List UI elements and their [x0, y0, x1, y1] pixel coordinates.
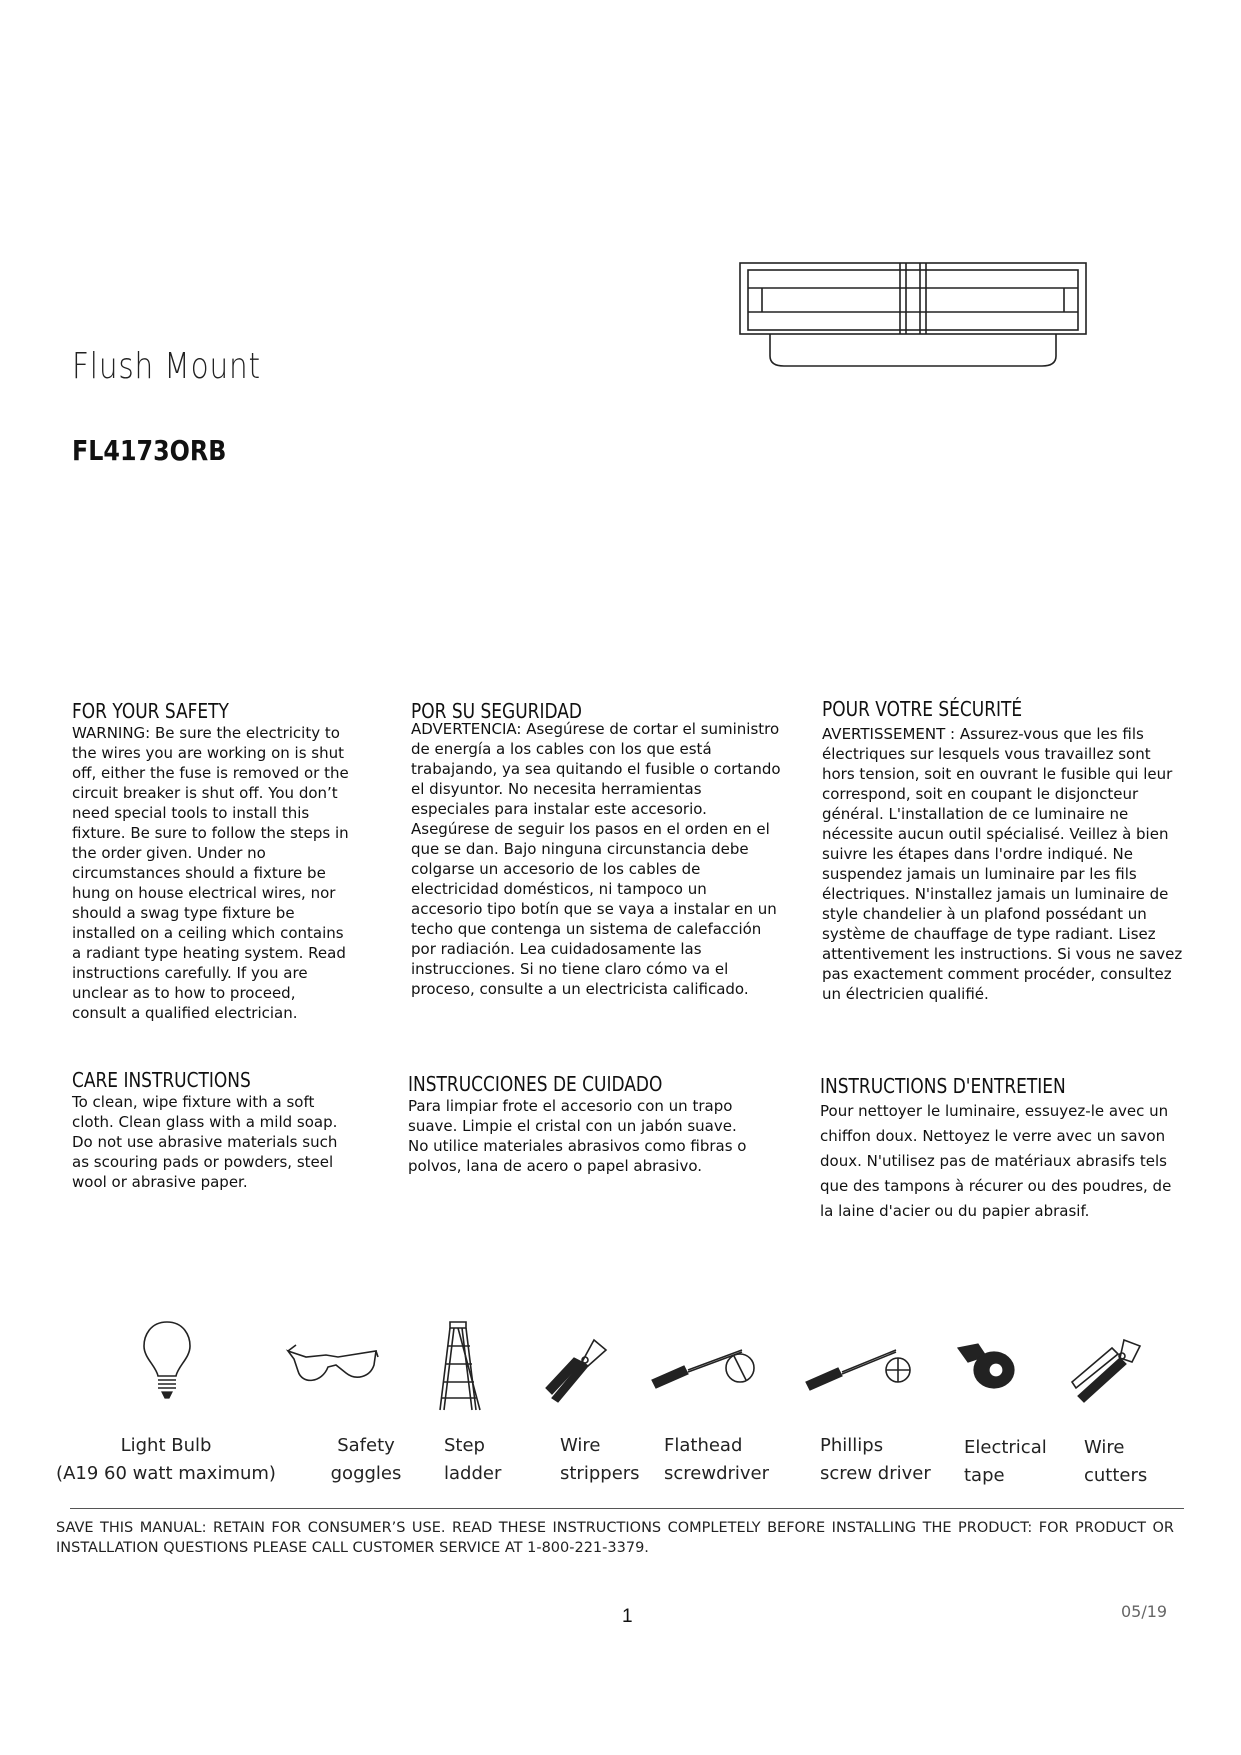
tool-label-phillips-screwdriver [820, 1432, 931, 1488]
tool-label-step-ladder [444, 1432, 501, 1488]
safety-heading-fr: POUR VOTRE SÉCURITÉ [822, 697, 1023, 721]
tool-label-line1: Wire [560, 1435, 601, 1456]
tool-label-line2: (A19 60 watt maximum) [56, 1463, 276, 1484]
footer-notice: SAVE THIS MANUAL: RETAIN FOR CONSUMER’S USE. READ THESE INSTRUCTIONS COMPLETELY BEFORE INSTALLING THE PRODUCT: FOR PRODUCT OR INSTALLATION QUESTIONS PLEASE CALL CUSTOMER SERVICE AT 1-800-221-3379. [56, 1520, 1174, 1556]
tool-label-line1: Wire [1084, 1437, 1125, 1458]
wire-strippers-icon [544, 1336, 610, 1404]
tool-label-line2: ladder [444, 1463, 502, 1484]
tool-label-line1: Electrical [964, 1437, 1047, 1458]
tool-label-line2: tape [964, 1465, 1005, 1486]
wire-cutters-icon [1070, 1336, 1146, 1406]
tool-label-electrical-tape [964, 1434, 1047, 1490]
page-number: 1 [622, 1606, 633, 1627]
care-heading-fr: INSTRUCTIONS D'ENTRETIEN [820, 1074, 1066, 1098]
tool-label-line1: Phillips [820, 1435, 884, 1456]
safety-body-fr: AVERTISSEMENT : Assurez-vous que les fils électriques sur lesquels vous travaillez sont hors tension, soit en ouvrant le fusible qui leur correspond, soit en coupant le disjoncteur général. L'installation de ce luminaire ne nécessite aucun outil spécialisé. Veillez à bien suivre les étapes dans l'ordre indiqué. Ne suspendez jamais un luminaire par les fils électriques. N'installez jamais un luminaire de style chandelier à un plafond possédant un système de chauffage de type radiant. Lisez attentivement les instructions. Si vous ne savez pas exactement comment procéder, consultez un électricien qualifié. [822, 725, 1183, 1003]
care-body-en: To clean, wipe fixture with a soft cloth. Clean glass with a mild soap. Do not use abrasive materials such as scouring pads or powders, steel wool or abrasive paper. [72, 1093, 338, 1191]
light-bulb-icon [142, 1320, 192, 1400]
tool-label-line2: cutters [1084, 1465, 1148, 1486]
safety-goggles-icon [286, 1343, 380, 1391]
footer-divider [70, 1508, 1184, 1509]
tool-label-safety-goggles [326, 1432, 406, 1488]
care-heading-en: CARE INSTRUCTIONS [72, 1068, 251, 1092]
phillips-screwdriver-icon [804, 1342, 914, 1394]
safety-body-en: WARNING: Be sure the electricity to the wires you are working on is shut off, either the fuse is removed or the circuit breaker is shut off. You don’t need special tools to install this fixture. Be sure to follow the steps in the order given. Under no circumstances should a fixture be hung on house electrical wires, nor should a swag type fixture be installed on a ceiling which contains a radiant type heating system. Read instructions carefully. If you are unclear as to how to proceed, consult a qualified electrician. [72, 724, 349, 1022]
page-title: Flush Mount [72, 346, 261, 387]
safety-heading-en: FOR YOUR SAFETY [72, 699, 229, 723]
model-number: FL4173ORB [72, 434, 227, 467]
tool-label-line1: Step [444, 1435, 485, 1456]
electrical-tape-icon [956, 1342, 1016, 1390]
tool-label-wire-cutters [1084, 1434, 1147, 1490]
tool-label-wire-strippers [560, 1432, 640, 1488]
care-body-fr: Pour nettoyer le luminaire, essuyez-le avec un chiffon doux. Nettoyez le verre avec un savon doux. N'utilisez pas de matériaux abrasifs tels que des tampons à récurer ou des poudres, de la laine d'acier ou du papier abrasif. [820, 1102, 1172, 1220]
step-ladder-icon [438, 1320, 482, 1412]
tool-label-flathead-screwdriver [664, 1432, 769, 1488]
revision-date: 05/19 [1121, 1602, 1168, 1621]
tool-label-line2: screw driver [820, 1463, 931, 1484]
tool-label-line1: Light Bulb [120, 1435, 212, 1456]
tool-label-light-bulb [52, 1432, 280, 1488]
care-heading-es: INSTRUCCIONES DE CUIDADO [408, 1072, 663, 1096]
tool-label-line2: goggles [330, 1463, 402, 1484]
tool-label-line2: screwdriver [664, 1463, 770, 1484]
tool-label-line2: strippers [560, 1463, 640, 1484]
safety-body-es: ADVERTENCIA: Asegúrese de cortar el suministro de energía a los cables con los que está trabajando, ya sea quitando el fusible o cortando el disyuntor. No necesita herramientas especiales para instalar este accesorio. Asegúrese de seguir los pasos en el orden en el que se dan. Bajo ninguna circunstancia debe colgarse un accesorio de los cables de electricidad domésticos, ni tampoco un accesorio tipo botín que se vaya a instalar en un techo que contenga un sistema de calefacción por radiación. Lea cuidadosamente las instrucciones. Si no tiene claro cómo va el proceso, consulte a un electricista calificado. [411, 720, 781, 998]
safety-heading-es: POR SU SEGURIDAD [411, 699, 582, 723]
flush-mount-fixture-drawing [740, 260, 1090, 380]
tool-label-line1: Safety [337, 1435, 395, 1456]
care-body-es: Para limpiar frote el accesorio con un trapo suave. Limpie el cristal con un jabón suave. No utilice materiales abrasivos como fibras o polvos, lana de acero o papel abrasivo. [408, 1097, 747, 1175]
tool-label-line1: Flathead [664, 1435, 743, 1456]
flathead-screwdriver-icon [650, 1340, 754, 1392]
